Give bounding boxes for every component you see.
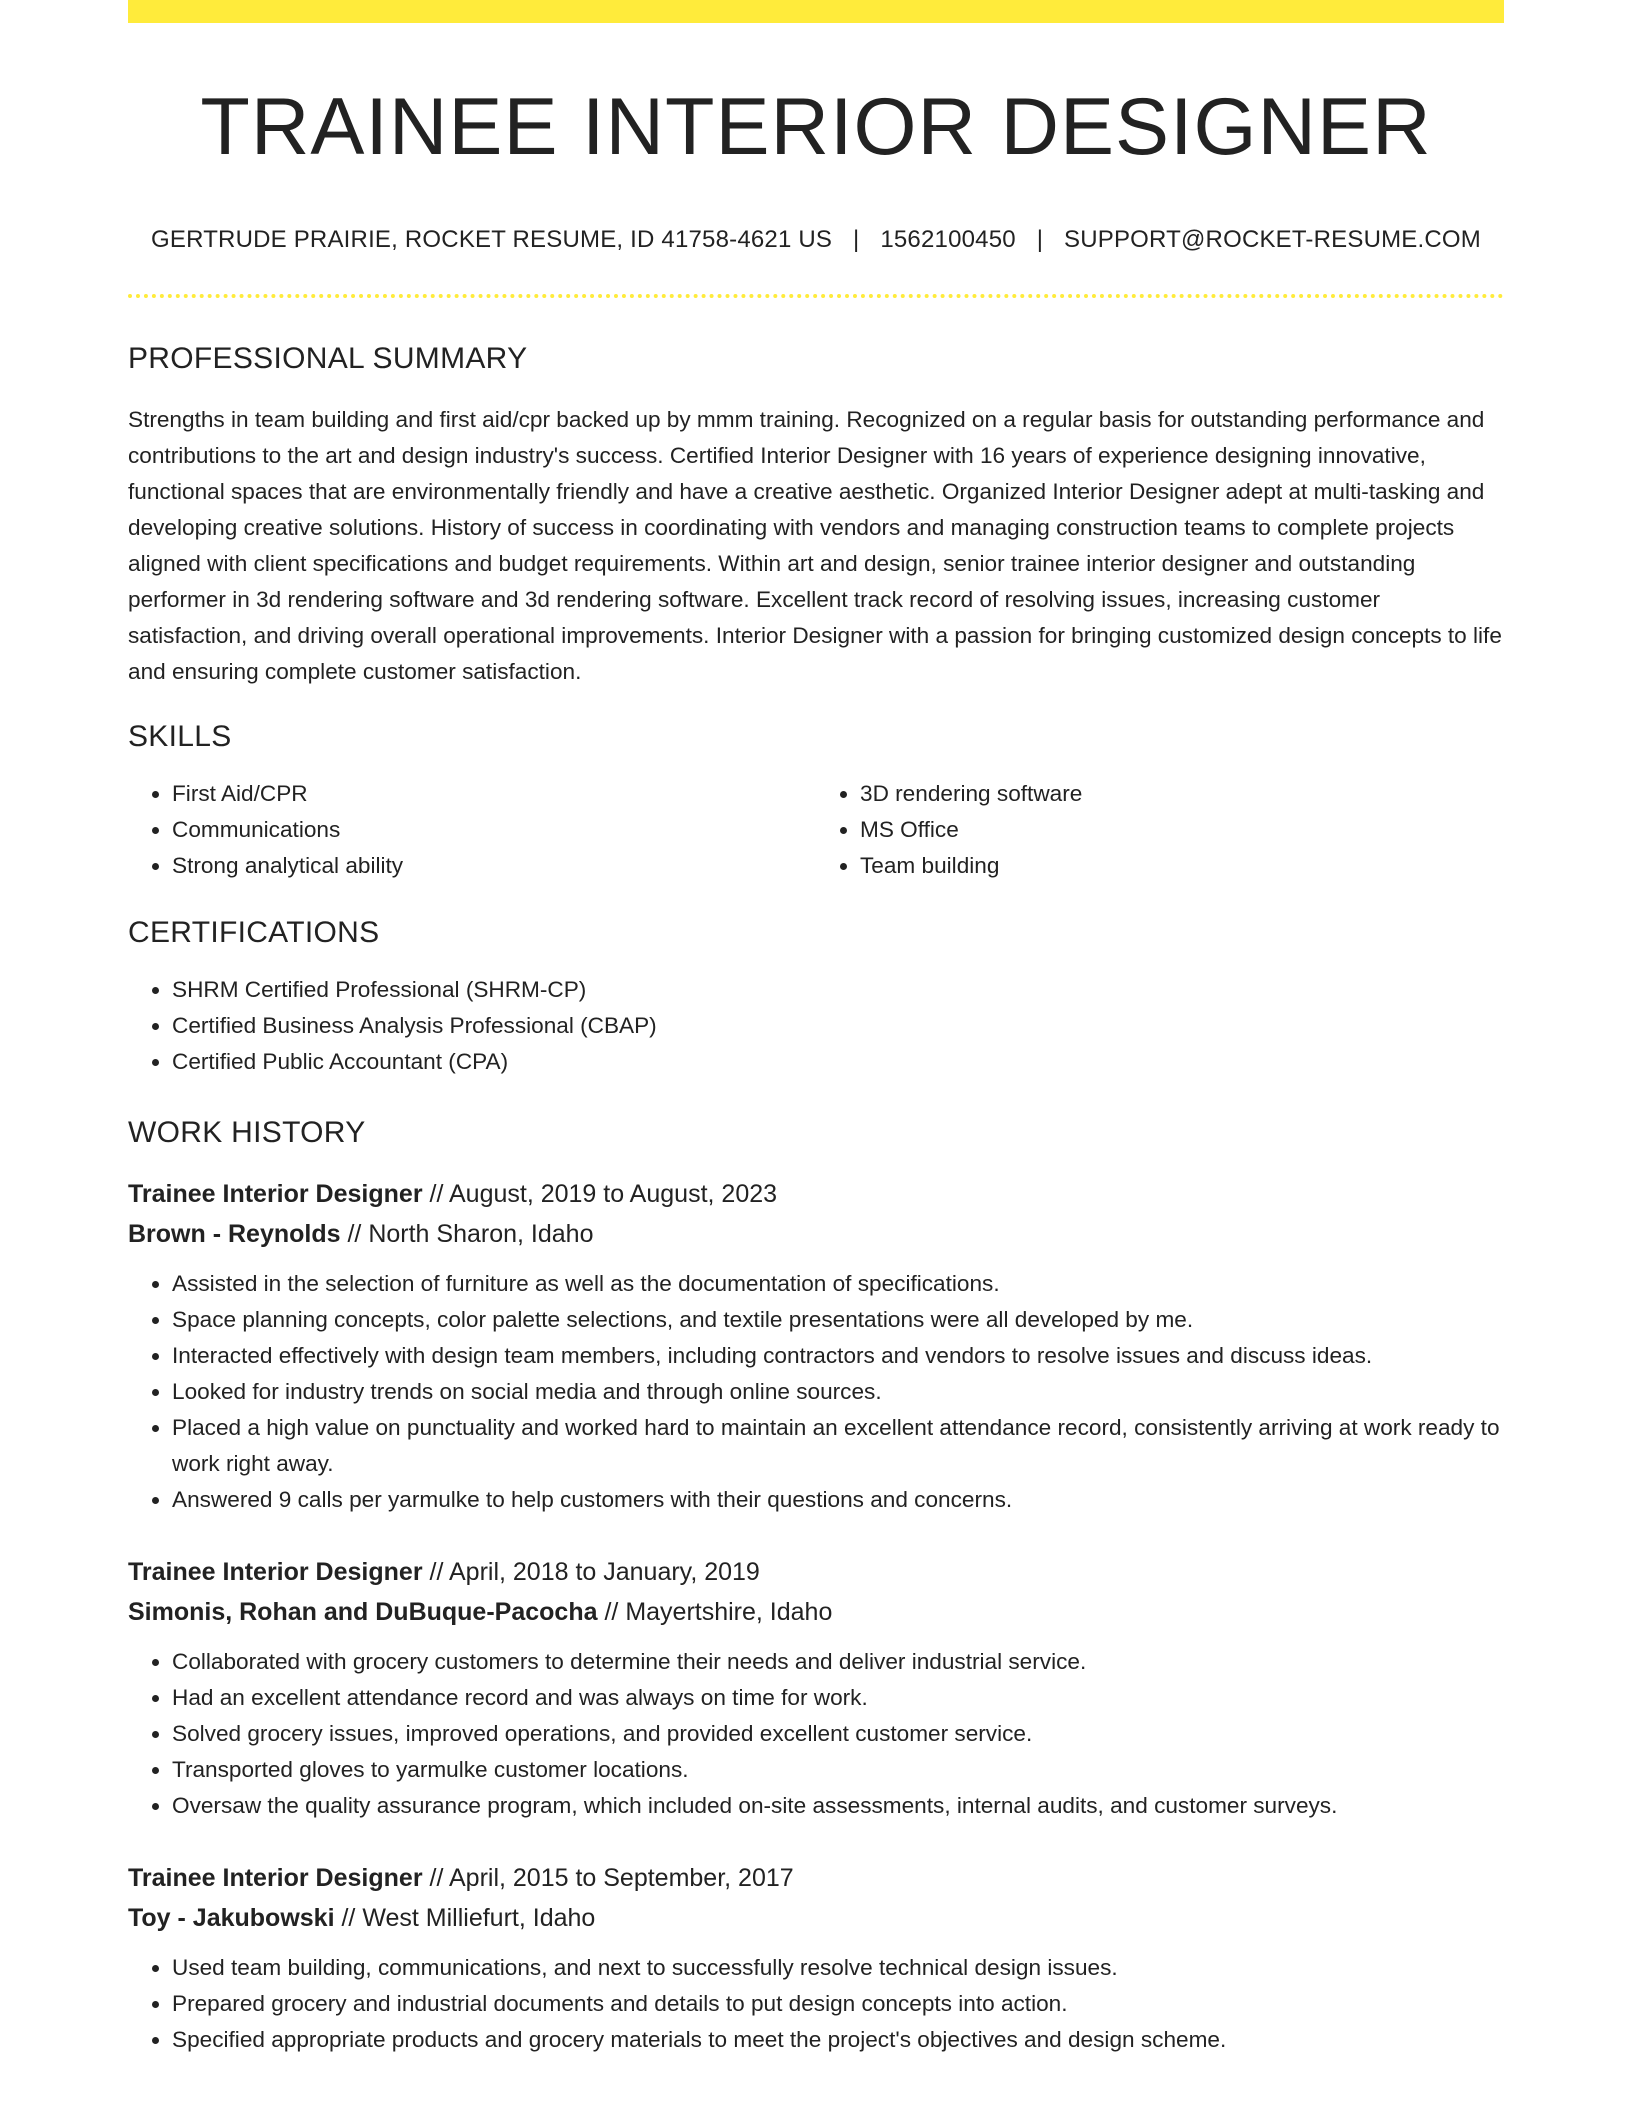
header-divider	[128, 294, 1504, 298]
skills-grid	[128, 776, 1504, 884]
job-location: Mayertshire, Idaho	[625, 1598, 833, 1627]
summary-text: Strengths in team building and first aid/cpr backed up by mmm training. Recognized on a regular basis for outstanding performance and contributions to the art and design industry's success. Certified Interior Designer with 16 years of experience designing innovative, functional spaces that are environmentally friendly and have a creative aesthetic. Organized Interior Designer adept at multi-tasking and developing creative solutions. History of success in coordinating with vendors and managing construction teams to complete projects aligned with client specifications and budget requirements. Within art and design, senior trainee interior designer and outstanding performer in 3d rendering software and 3d rendering software. Excellent track record of resolving issues, increasing customer satisfaction, and driving overall operational improvements. Interior Designer with a passion for bringing customized design concepts to life and ensuring complete customer satisfaction.	[128, 407, 1502, 685]
job-entry	[128, 1858, 1504, 2058]
job-location: West Milliefurt, Idaho	[362, 1904, 596, 1933]
summary-heading: PROFESSIONAL SUMMARY	[128, 342, 528, 376]
contact-separator: |	[853, 226, 860, 254]
skills-left-list	[128, 776, 816, 884]
job-bullet: • Used team building, communications, and next to successfully resolve technical design issues.	[172, 1950, 1504, 1986]
certifications-heading: CERTIFICATIONS	[128, 916, 380, 950]
job-bullet: • Looked for industry trends on social media and through online sources.	[172, 1374, 1504, 1410]
job-bullet: • Interacted effectively with design team members, including contractors and vendors to resolve issues and discuss ideas.	[172, 1338, 1504, 1374]
job-title: Trainee Interior Designer	[128, 1558, 423, 1587]
job-title-line	[128, 1174, 1504, 1214]
job-bullet: • Oversaw the quality assurance program, which included on-site assessments, internal audits, and customer surveys.	[172, 1788, 1504, 1824]
skills-right-list	[816, 776, 1504, 884]
job-delimiter: //	[429, 1864, 444, 1893]
job-bullet: • Transported gloves to yarmulke customer locations.	[172, 1752, 1504, 1788]
skill-item: • Communications	[172, 812, 816, 848]
certification-item: • SHRM Certified Professional (SHRM-CP)	[172, 972, 1504, 1008]
job-delimiter: //	[341, 1904, 356, 1933]
job-bullet: • Placed a high value on punctuality and worked hard to maintain an excellent attendance record, consistently arriving at work ready to work right away.	[172, 1410, 1504, 1482]
contact-email: SUPPORT@ROCKET-RESUME.COM	[1064, 226, 1481, 254]
job-bullet: • Collaborated with grocery customers to determine their needs and deliver industrial service.	[172, 1644, 1504, 1680]
resume-page	[128, 0, 1504, 2058]
job-bullet-list	[128, 1950, 1504, 2058]
job-company-line	[128, 1592, 1504, 1632]
job-delimiter: //	[604, 1598, 619, 1627]
job-company: Simonis, Rohan and DuBuque-Pacocha	[128, 1598, 598, 1627]
job-bullet: • Answered 9 calls per yarmulke to help customers with their questions and concerns.	[172, 1482, 1504, 1518]
skill-item: • MS Office	[860, 812, 1504, 848]
contact-separator: |	[1036, 226, 1044, 254]
job-company-line	[128, 1214, 1504, 1254]
skill-item: • Team building	[860, 848, 1504, 884]
job-title: Trainee Interior Designer	[128, 1864, 423, 1893]
certification-item: • Certified Public Accountant (CPA)	[172, 1044, 1504, 1080]
job-location: North Sharon, Idaho	[368, 1220, 594, 1249]
job-bullet: • Solved grocery issues, improved operations, and provided excellent customer service.	[172, 1716, 1504, 1752]
contact-address: GERTRUDE PRAIRIE, ROCKET RESUME, ID 41758-4621 US	[151, 226, 833, 254]
job-entry	[128, 1552, 1504, 1824]
job-company: Toy - Jakubowski	[128, 1904, 335, 1933]
job-bullet: • Assisted in the selection of furniture as well as the documentation of specifications.	[172, 1266, 1504, 1302]
skills-heading: SKILLS	[128, 720, 232, 754]
certification-item: • Certified Business Analysis Professional (CBAP)	[172, 1008, 1504, 1044]
job-dates: April, 2015 to September, 2017	[448, 1864, 794, 1893]
top-accent-bar	[128, 0, 1504, 23]
job-company: Brown - Reynolds	[128, 1220, 341, 1249]
skill-item: • First Aid/CPR	[172, 776, 816, 812]
skill-item: • Strong analytical ability	[172, 848, 816, 884]
job-bullet-list	[128, 1644, 1504, 1824]
job-dates: August, 2019 to August, 2023	[448, 1180, 778, 1209]
job-delimiter: //	[429, 1180, 444, 1209]
job-title-line	[128, 1858, 1504, 1898]
contact-phone: 1562100450	[880, 226, 1016, 254]
job-bullet: • Space planning concepts, color palette selections, and textile presentations were all developed by me.	[172, 1302, 1504, 1338]
page-title: TRAINEE INTERIOR DESIGNER	[200, 82, 1432, 172]
job-delimiter: //	[347, 1220, 362, 1249]
job-bullet: • Had an excellent attendance record and was always on time for work.	[172, 1680, 1504, 1716]
skill-item: • 3D rendering software	[860, 776, 1504, 812]
job-delimiter: //	[429, 1558, 444, 1587]
job-title: Trainee Interior Designer	[128, 1180, 423, 1209]
job-title-line	[128, 1552, 1504, 1592]
job-bullet-list	[128, 1266, 1504, 1518]
job-bullet: • Specified appropriate products and grocery materials to meet the project's objectives and design scheme.	[172, 2022, 1504, 2058]
job-dates: April, 2018 to January, 2019	[448, 1558, 760, 1587]
contact-line	[128, 226, 1504, 254]
certifications-list	[128, 972, 1504, 1080]
job-entry	[128, 1174, 1504, 1518]
work-history-heading: WORK HISTORY	[128, 1116, 366, 1150]
job-bullet: • Prepared grocery and industrial documents and details to put design concepts into action.	[172, 1986, 1504, 2022]
job-company-line	[128, 1898, 1504, 1938]
